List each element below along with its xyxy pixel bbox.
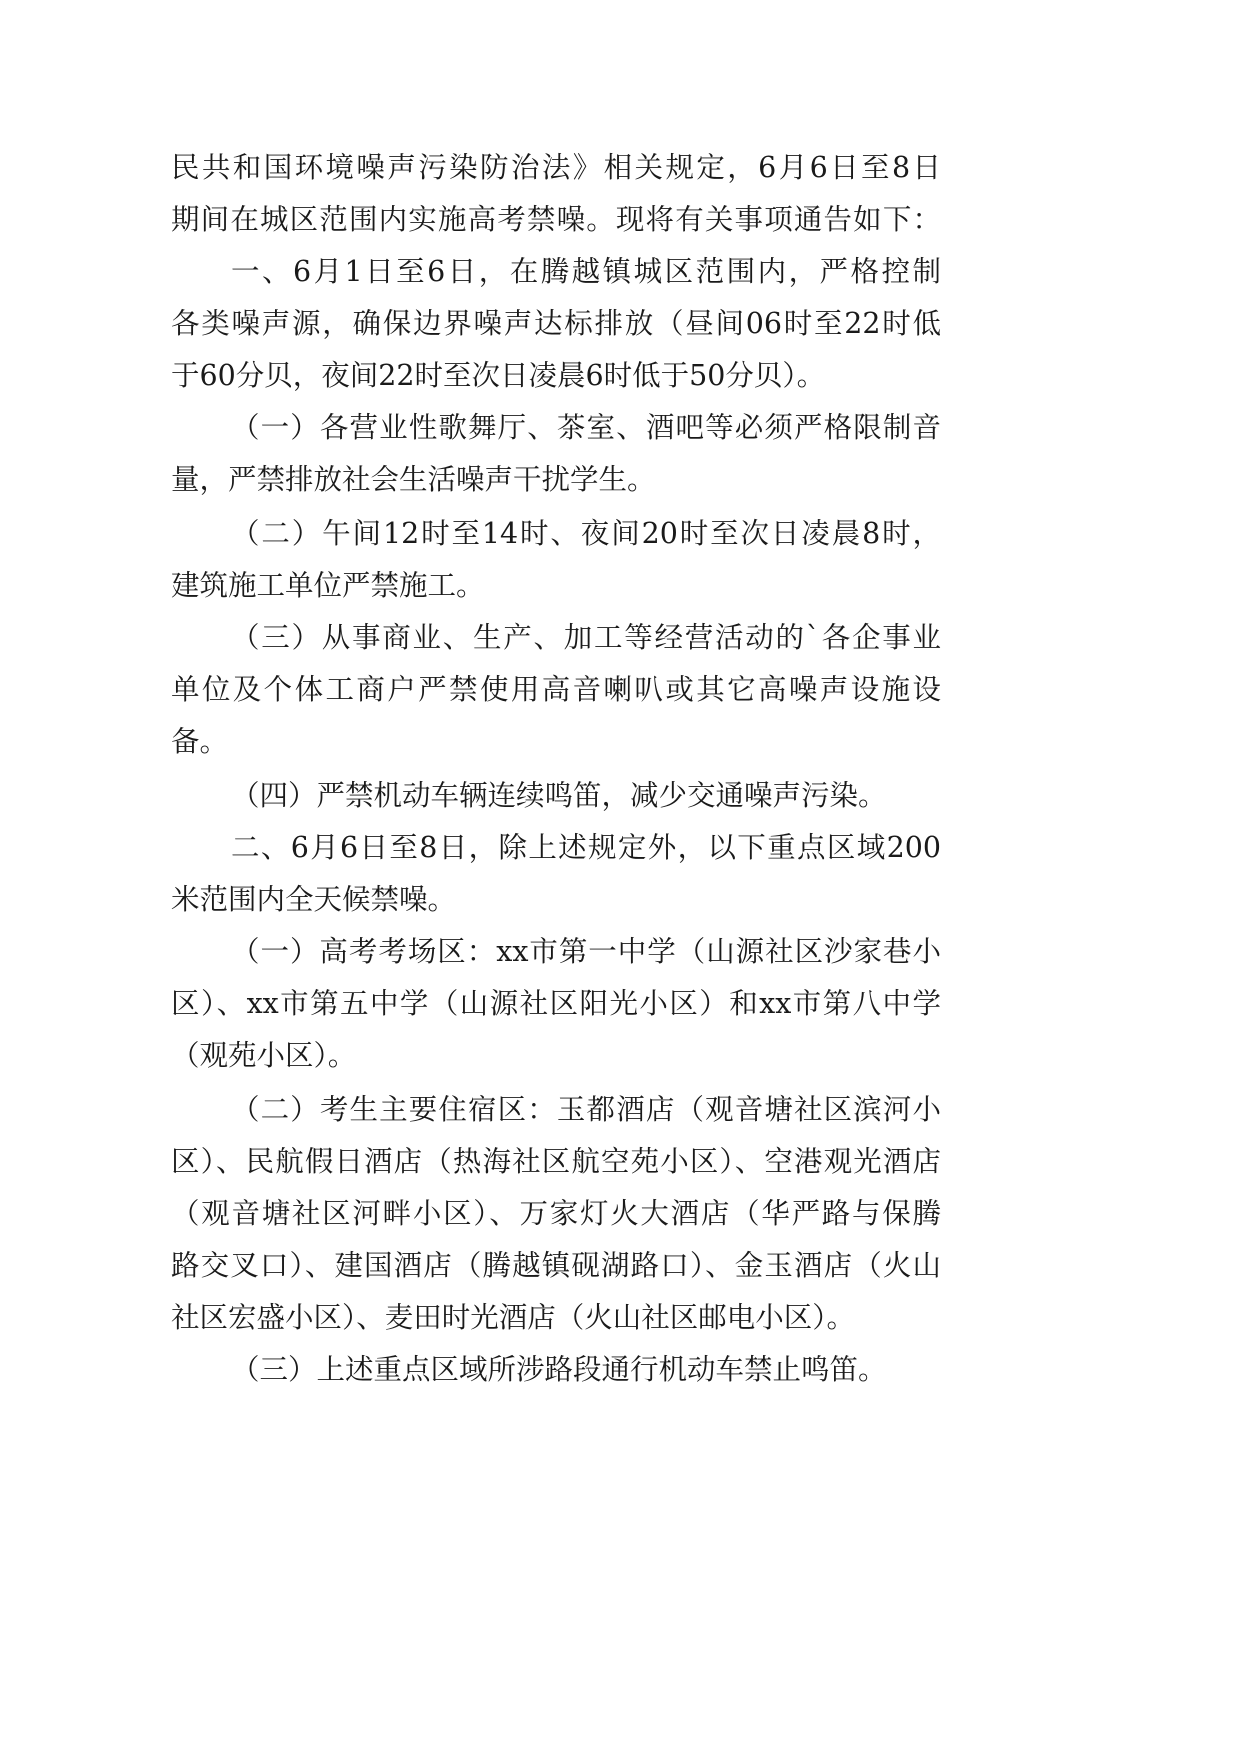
item-2-1-line: （一）高考考场区：xx市第一中学（山源社区沙家巷小 <box>231 935 941 968</box>
section-two-heading-line: 二、6月6日至8日，除上述规定外，以下重点区域200 <box>231 831 941 864</box>
item-1-2-line: （二）午间12时至14时、夜间20时至次日凌晨8时， <box>231 517 941 550</box>
body-line-7: 量，严禁排放社会生活噪声干扰学生。 <box>171 463 656 496</box>
item-1-4-line: （四）严禁机动车辆连续鸣笛，减少交通噪声污染。 <box>231 779 887 812</box>
item-1-3-line: （三）从事商业、生产、加工等经营活动的`各企事业 <box>231 621 941 654</box>
body-line-4: 各类噪声源，确保边界噪声达标排放（昼间06时至22时低 <box>171 307 941 340</box>
body-line-20: 区）、民航假日酒店（热海社区航空苑小区）、空港观光酒店 <box>171 1145 941 1178</box>
body-line-9: 建筑施工单位严禁施工。 <box>171 569 485 602</box>
body-line-1: 民共和国环境噪声污染防治法》相关规定，6月6日至8日 <box>171 151 941 184</box>
body-line-21: （观音塘社区河畔小区）、万家灯火大酒店（华严路与保腾 <box>171 1197 941 1230</box>
body-line-17: 区）、xx市第五中学（山源社区阳光小区）和xx市第八中学 <box>171 987 941 1020</box>
item-2-2-line: （二）考生主要住宿区：玉都酒店（观音塘社区滨河小 <box>231 1093 941 1126</box>
body-line-11: 单位及个体工商户严禁使用高音喇叭或其它高噪声设施设 <box>171 673 941 706</box>
body-line-12: 备。 <box>171 725 229 758</box>
body-line-5: 于60分贝，夜间22时至次日凌晨6时低于50分贝）。 <box>171 359 826 392</box>
body-line-18: （观苑小区）。 <box>171 1039 357 1072</box>
item-1-1-line: （一）各营业性歌舞厅、茶室、酒吧等必须严格限制音 <box>231 411 941 444</box>
body-line-22: 路交叉口）、建国酒店（腾越镇砚湖路口）、金玉酒店（火山 <box>171 1249 941 1282</box>
section-one-heading-line: 一、6月1日至6日，在腾越镇城区范围内，严格控制 <box>231 255 941 288</box>
body-line-23: 社区宏盛小区）、麦田时光酒店（火山社区邮电小区）。 <box>171 1301 856 1334</box>
body-line-15: 米范围内全天候禁噪。 <box>171 883 457 916</box>
item-2-3-line: （三）上述重点区域所涉路段通行机动车禁止鸣笛。 <box>231 1353 887 1386</box>
body-line-2: 期间在城区范围内实施高考禁噪。现将有关事项通告如下： <box>171 203 941 236</box>
